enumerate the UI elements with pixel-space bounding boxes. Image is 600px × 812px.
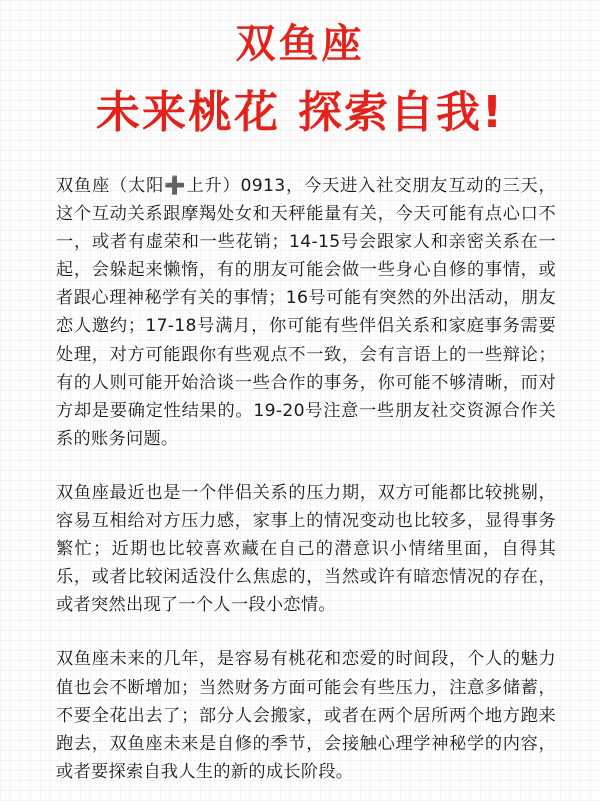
paragraph-3: 双鱼座未来的几年，是容易有桃花和恋爱的时间段，个人的魅力值也会不断增加；当然财务方面可能会有些压力，注意多储蓄，不要全花出去了；部分人会搬家，或者在两个居所两个地方跑来跑去，双鱼座未来是自修的季节，会接触心理学神秘学的内容，或者要探索自我人生的新的成长阶段。 (56, 649, 556, 782)
paragraph-1: 双鱼座（太阳➕上升）0913，今天进入社交朋友互动的三天，这个互动关系跟摩羯处女和天秤能量有关，今天可能有点心口不一，或者有虚荣和一些花销；14-15号会跟家人和亲密关系在一起，会躲起来懒惰，有的朋友可能会做一些身心自修的事情，或者跟心理神秘学有关的事情；16号可能有突然的外出活动，朋友恋人邀约；17-18号满月，你可能有些伴侣关系和家庭事务需要处理，对方可能跟你有些观点不一致，会有言语上的一些辩论；有的人则可能开始洽谈一些合作的事务，你可能不够清晰，而对方却是要确定性结果的。19-20号注意一些朋友社交资源合作关系的账务问题。 (56, 176, 556, 449)
title-line-1: 双鱼座 (235, 21, 365, 67)
subtitle-part-1: 未来桃花 (95, 87, 280, 138)
article-body (56, 172, 556, 812)
subtitle-part-2: 探索自我! (297, 87, 505, 138)
page-title (0, 16, 600, 72)
page-subtitle (0, 82, 600, 144)
paragraph-2: 双鱼座最近也是一个伴侣关系的压力期，双方可能都比较挑剔，容易互相给对方压力感，家事上的情况变动也比较多，显得事务繁忙；近期也比较喜欢藏在自己的潜意识小情绪里面，自得其乐，或者比较闲适没什么焦虑的，当然或许有暗恋情况的存在，或者突然出现了一个人一段小恋情。 (56, 482, 556, 616)
